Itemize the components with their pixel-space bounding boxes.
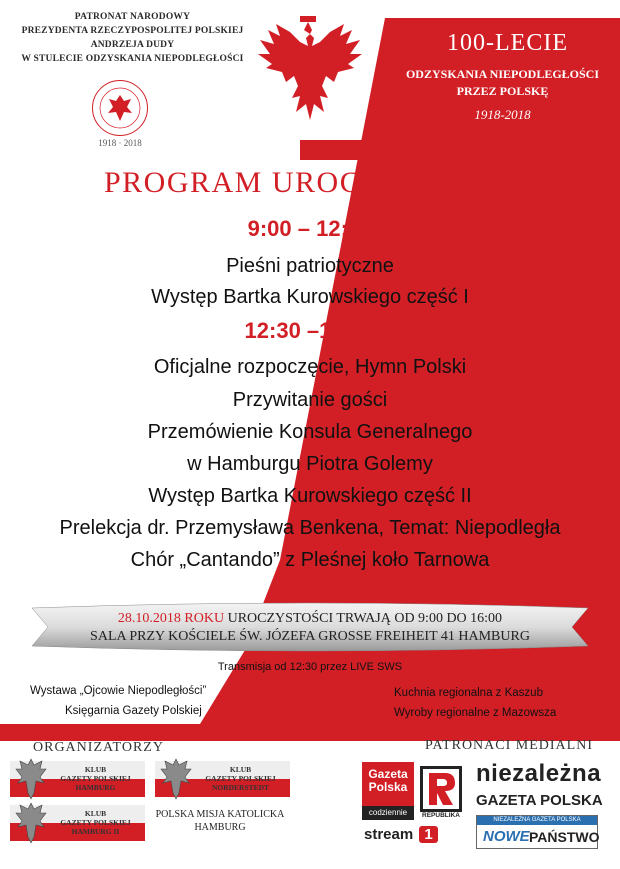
patronat-text bbox=[10, 10, 255, 66]
program-item: Przemówienie Konsula Generalnego bbox=[147, 421, 473, 443]
event-venue: SALA PRZY KOŚCIELE ŚW. JÓZEFA GROSSE FREIHEIT 41 HAMBURG bbox=[90, 629, 530, 644]
patronat-line: ANDRZEJA DUDY bbox=[90, 40, 175, 50]
logo-text: Polska bbox=[368, 780, 408, 794]
badge-line: GAZETY POLSKIEJ bbox=[205, 774, 276, 783]
centenary-subtitle-line: PRZEZ POLSKĘ bbox=[456, 84, 549, 98]
logo-text: NOWE bbox=[483, 828, 530, 845]
program-item: Pieśni patriotyczne bbox=[226, 255, 394, 277]
misja-line: POLSKA MISJA KATOLICKA bbox=[155, 809, 285, 820]
logo-text: NIEZALEŻNA GAZETA POLSKA bbox=[477, 816, 597, 825]
extra-item: Kuchnia regionalna z Kaszub bbox=[394, 687, 543, 699]
niezalezna-logo: niezależna bbox=[476, 760, 602, 787]
republika-label: REPUBLIKA bbox=[422, 812, 460, 819]
badge-line: NORDERSTEDT bbox=[211, 783, 270, 792]
badge-line: KLUB bbox=[84, 765, 107, 774]
gazeta-polska-codziennie-logo bbox=[362, 762, 414, 820]
program-title: PROGRAM UROCZYSTOŚCI bbox=[103, 166, 517, 199]
badge-line: GAZETY POLSKIEJ bbox=[60, 818, 131, 827]
time-slot-1: 9:00 – 12:30 bbox=[247, 216, 373, 241]
extra-item: Księgarnia Gazety Polskiej bbox=[65, 705, 202, 717]
eagle-icon bbox=[159, 757, 193, 801]
patronat-line: PATRONAT NARODOWY bbox=[74, 12, 191, 22]
time-slot-2: 12:30 –16:00 bbox=[244, 318, 376, 343]
program-item: Występ Bartka Kurowskiego część I bbox=[151, 286, 469, 308]
logo-text: Gazeta bbox=[368, 767, 408, 781]
event-date: 28.10.2018 ROKU bbox=[117, 611, 225, 626]
banner-date-line bbox=[0, 611, 620, 627]
organizers-heading: ORGANIZATORZY bbox=[33, 740, 164, 755]
presidential-seal-icon bbox=[92, 80, 148, 136]
gazeta-polska-logo: GAZETA POLSKA bbox=[476, 792, 603, 809]
logo-text: stream bbox=[364, 826, 414, 843]
stream1-logo bbox=[364, 826, 438, 843]
badge-line: HAMBURG II bbox=[71, 827, 120, 836]
program-item: Przywitanie gości bbox=[232, 389, 388, 411]
centenary-subtitle-line: ODZYSKANIA NIEPODLEGŁOŚCI bbox=[405, 67, 600, 81]
badge-line: KLUB bbox=[229, 765, 252, 774]
polish-catholic-mission bbox=[145, 808, 295, 834]
seal-years: 1918 · 2018 bbox=[98, 138, 142, 148]
centenary-title: 100-LECIE bbox=[447, 30, 568, 56]
organizer-badge bbox=[10, 805, 145, 841]
republika-logo-icon bbox=[420, 766, 462, 812]
badge-line: HAMBURG bbox=[75, 783, 116, 792]
logo-text: PAŃSTWO bbox=[529, 829, 600, 845]
event-hours: UROCZYSTOŚCI TRWAJĄ OD 9:00 DO 16:00 bbox=[224, 611, 503, 626]
organizer-badge bbox=[10, 761, 145, 797]
program-item: w Hamburgu Piotra Golemy bbox=[187, 453, 433, 475]
eagle-icon bbox=[14, 801, 48, 845]
patronat-line: W STULECIE ODZYSKANIA NIEPODLEGŁOŚCI bbox=[21, 54, 244, 64]
extra-item: Wystawa „Ojcowie Niepodległości” bbox=[30, 685, 207, 697]
badge-line: KLUB bbox=[84, 809, 107, 818]
program-item: Chór „Cantando” z Pleśnej koło Tarnowa bbox=[130, 549, 490, 571]
program-item: Występ Bartka Kurowskiego część II bbox=[148, 485, 472, 507]
patronat-line: PREZYDENTA RZECZYPOSPOLITEJ POLSKIEJ bbox=[21, 26, 244, 36]
program-item: Prelekcja dr. Przemysława Benkena, Temat: Niepodległa bbox=[59, 517, 561, 539]
badge-line: GAZETY POLSKIEJ bbox=[60, 774, 131, 783]
extra-item: Wyroby regionalne z Mazowsza bbox=[394, 707, 557, 719]
centenary-years: 1918-2018 bbox=[474, 107, 531, 122]
organizer-badge bbox=[155, 761, 290, 797]
misja-line: HAMBURG bbox=[194, 822, 246, 833]
media-patrons-heading: PATRONACI MEDIALNI bbox=[425, 738, 593, 753]
logo-text: codziennie bbox=[362, 806, 414, 820]
transmission-info: Transmisja od 12:30 przez LIVE SWS bbox=[217, 661, 403, 673]
eagle-icon bbox=[14, 757, 48, 801]
centenary-subtitle bbox=[385, 66, 620, 100]
logo-text: 1 bbox=[419, 826, 437, 843]
white-eagle-emblem-icon bbox=[240, 16, 376, 136]
program-item: Oficjalne rozpoczęcie, Hymn Polski bbox=[153, 356, 467, 378]
nowe-panstwo-logo bbox=[476, 815, 598, 849]
